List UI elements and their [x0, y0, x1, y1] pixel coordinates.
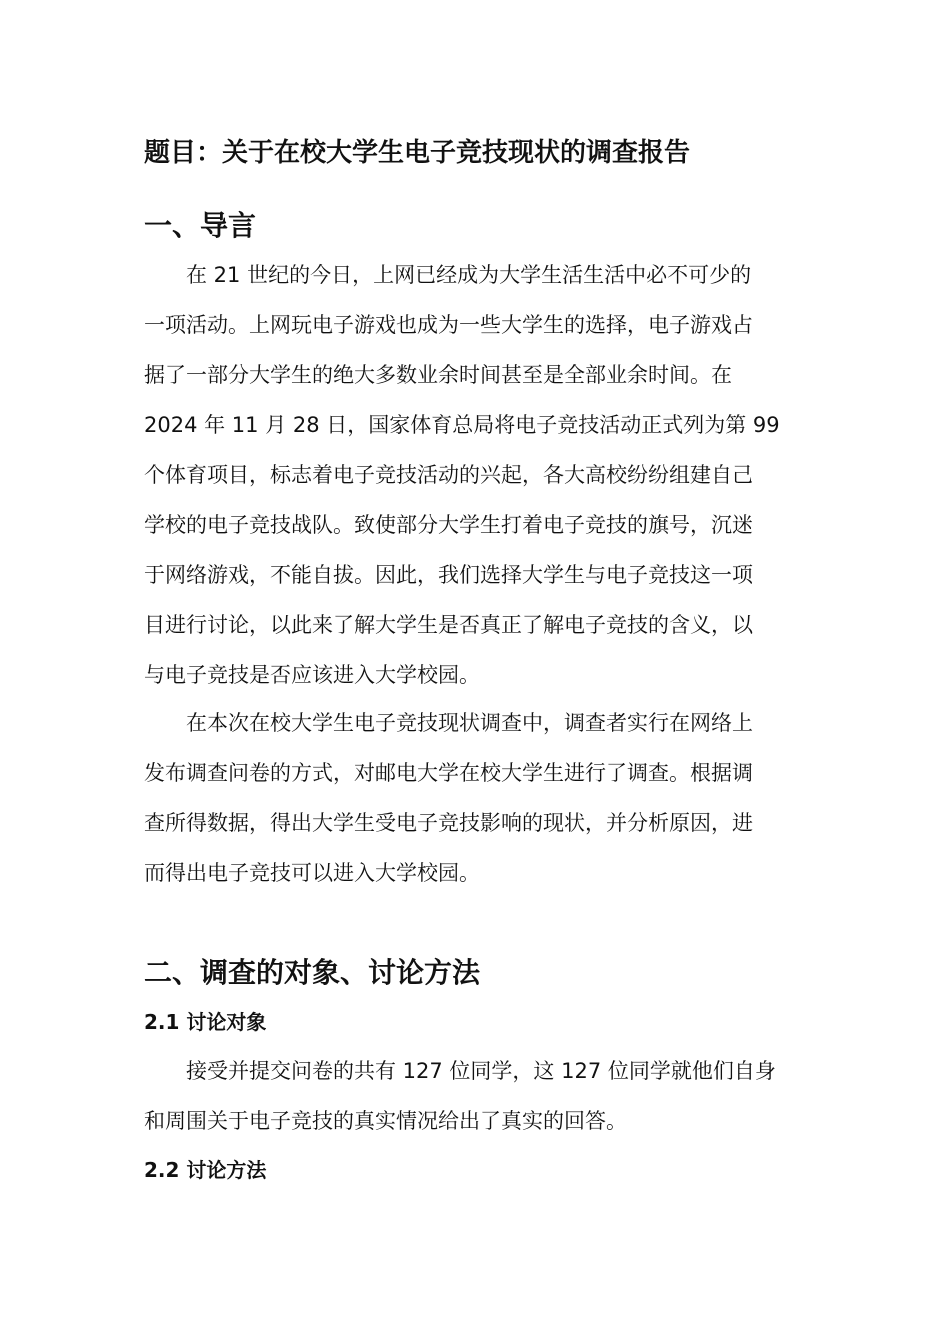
- text-line: 发布调查问卷的方式，对邮电大学在校大学生进行了调查。根据调: [144, 761, 753, 785]
- paragraph-introduction-1: [144, 250, 812, 700]
- text-line: 个体育项目，标志着电子竞技活动的兴起，各大高校纷纷组建自己: [144, 463, 753, 487]
- paragraph-introduction-2: [144, 698, 812, 898]
- section-heading-introduction: 一、导言: [144, 209, 257, 242]
- text-line: 据了一部分大学生的绝大多数业余时间甚至是全部业余时间。在: [144, 363, 732, 387]
- document-title: 题目：关于在校大学生电子竞技现状的调查报告: [144, 138, 691, 168]
- subsection-heading-subjects: 2.1 讨论对象: [144, 1010, 267, 1034]
- text-line: 于网络游戏，不能自拔。因此，我们选择大学生与电子竞技这一项: [144, 563, 753, 587]
- text-line: 在本次在校大学生电子竞技现状调查中，调查者实行在网络上: [186, 711, 753, 735]
- text-line: 和周围关于电子竞技的真实情况给出了真实的回答。: [144, 1109, 627, 1133]
- text-line: 查所得数据，得出大学生受电子竞技影响的现状，并分析原因，进: [144, 811, 753, 835]
- text-line: 2024 年 11 月 28 日，国家体育总局将电子竞技活动正式列为第 99: [144, 413, 780, 437]
- paragraph-subjects: [144, 1046, 812, 1146]
- text-line: 而得出电子竞技可以进入大学校园。: [144, 861, 480, 885]
- text-line: 在 21 世纪的今日，上网已经成为大学生活生活中必不可少的: [186, 263, 752, 287]
- subsection-heading-methods: 2.2 讨论方法: [144, 1158, 267, 1182]
- text-line: 学校的电子竞技战队。致使部分大学生打着电子竞技的旗号，沉迷: [144, 513, 753, 537]
- section-heading-subjects-methods: 二、调查的对象、讨论方法: [144, 956, 481, 989]
- text-line: 接受并提交问卷的共有 127 位同学，这 127 位同学就他们自身: [186, 1059, 776, 1083]
- text-line: 与电子竞技是否应该进入大学校园。: [144, 663, 480, 687]
- text-line: 目进行讨论，以此来了解大学生是否真正了解电子竞技的含义，以: [144, 613, 753, 637]
- text-line: 一项活动。上网玩电子游戏也成为一些大学生的选择，电子游戏占: [144, 313, 753, 337]
